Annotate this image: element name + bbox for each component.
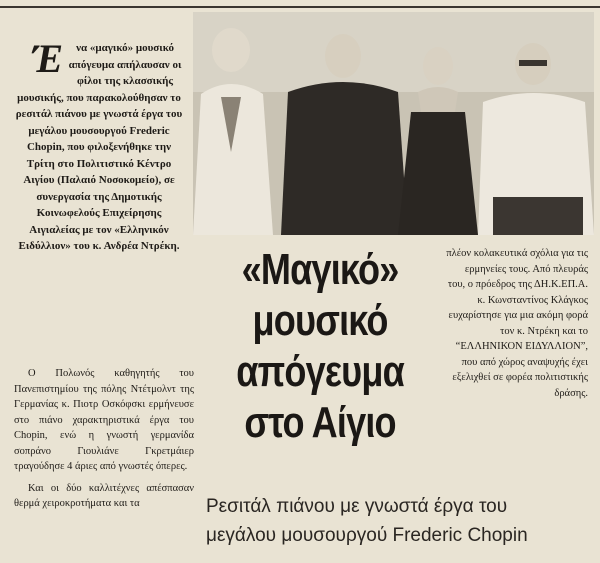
photo-illustration (193, 12, 594, 235)
headline-line-4: στο Αίγιο (244, 398, 396, 447)
left-paragraph-2: Και οι δύο καλλιτέχνες απέσπασαν θερμά χειροκροτήματα και τα (14, 482, 194, 509)
subtitle-line-1: Ρεσιτάλ πιάνου με γνωστά έργα του (206, 496, 508, 517)
drop-cap: Έ (32, 36, 64, 81)
headline-line-3: απόγευμα (236, 347, 404, 396)
headline (202, 244, 438, 448)
article-photo (193, 12, 594, 235)
intro-paragraph (14, 36, 184, 255)
left-paragraph-1: Ο Πολωνός καθηγητής του Πανεπιστημίου της πόλης Ντέτμολντ της Γερμανίας κ. Πιοτρ Οσκόφσκι ερμήνευσε στο πιάνο χαρακτηριστικά έργα του Chopin, ενώ η γνωστή γερμανίδα σοπράνο Γιουλιάνε Γκρετμάιερ τραγούδησε 4 άριες από γνωστές όπερες. (14, 368, 194, 472)
right-paragraph: πλέον κολακευτικά σχόλια για τις ερμηνείες τους. Από πλευράς του, ο πρόεδρος της ΔΗ.Κ.ΕΠ.Α. κ. Κωνσταντίνος Κλάγκος ευχαρίστησε για μια ακόμη φορά τον κ. Ντρέκη και το “ΕΛΛΗΝΙΚΟΝ ΕΙΔΥΛΛΙΟΝ”, που από χώρος αναψυχής έχει εξελιχθεί σε φορέα πολιτιστικής δράσης. (446, 248, 588, 399)
subtitle-line-2: μεγάλου μουσουργού Frederic Chopin (206, 525, 528, 546)
top-rule (0, 6, 600, 8)
subtitle (206, 492, 596, 550)
right-column (445, 246, 588, 401)
intro-text: να «μαγικό» μουσικό απόγευμα απήλαυσαν οι φίλοι της κλασσικής μουσικής, που παρακολούθησαν το ρεσιτάλ πιάνου με γνωστά έργα του μεγάλου μουσουργού Frederic Chopin, που φιλοξενήθηκε την Τρίτη στο Πολιτιστικό Κέντρο Αιγίου (Παλαιό Νοσοκομείο), σε συνεργασία της Δημοτικής Κοινωφελούς Επιχείρησης Αιγιαλείας με τον «Ελληνικόν Ειδύλλιον» του κ. Ανδρέα Ντρέκη. (15, 42, 183, 252)
headline-line-2: μουσικό (252, 296, 388, 345)
left-column (14, 366, 194, 518)
headline-line-1: «Μαγικό» (241, 245, 399, 294)
